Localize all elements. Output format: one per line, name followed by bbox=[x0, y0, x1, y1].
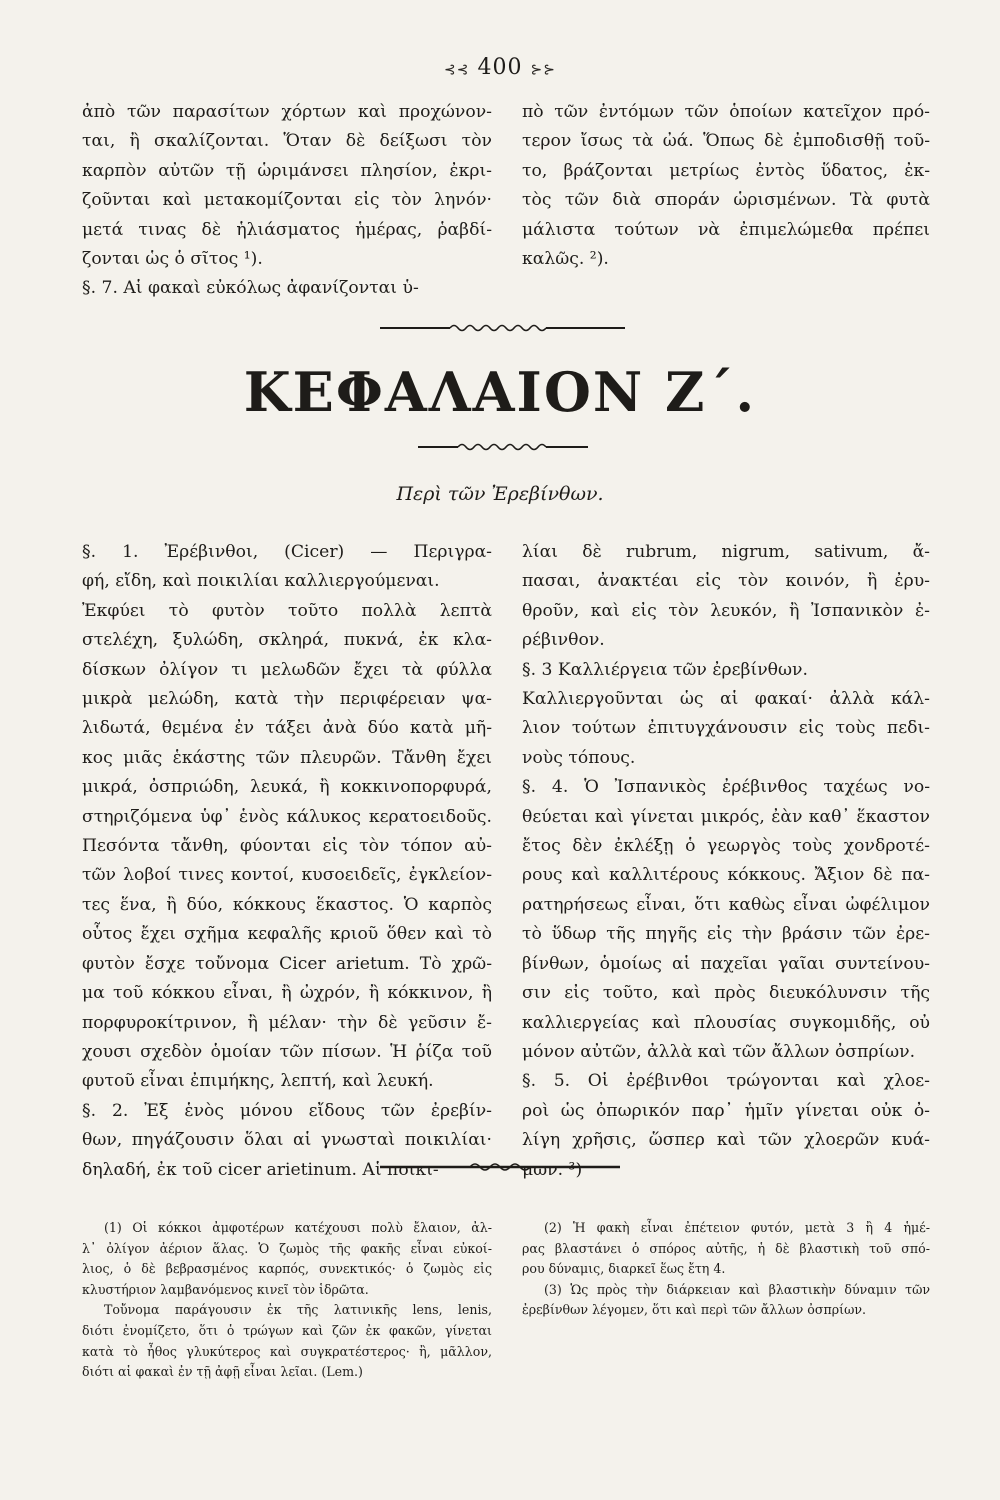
chapter-subtitle: Περὶ τῶν Ἐρεβίνθων. bbox=[396, 483, 604, 505]
notes-left-lines-line: κατὰ τὸ ἦθος γλυκύτερος καὶ συγκρατέστερος· ἢ, μᾶλλον, bbox=[82, 1343, 492, 1359]
chapter-rule-bottom bbox=[418, 440, 588, 454]
ornament-right: ⊱⊱ bbox=[530, 62, 556, 78]
page-number: 400 bbox=[477, 55, 523, 80]
notes-right-lines-line: ρου δύναμις, διαρκεῖ ἕως ἔτη 4. bbox=[522, 1261, 726, 1277]
low-right-lines-line: ἔτος δὲν ἐκλέξῃ ὁ γεωργὸς τοὺς χονδροτέ- bbox=[522, 836, 930, 857]
low-left-lines-line: φυτοῦ εἶναι ἐπιμήκης, λεπτή, καὶ λευκή. bbox=[82, 1071, 434, 1092]
low-right-lines-line: λίγη χρῆσις, ὥσπερ καὶ τῶν χλοερῶν κυά- bbox=[522, 1130, 930, 1151]
low-right-lines-line: τὸ ὕδωρ τῆς πηγῆς εἰς τὴν βράσιν τῶν ἐρε- bbox=[522, 924, 930, 945]
low-left-lines-line: Πεσόντα τἄνθη, φύονται εἰς τὸν τόπον αὐ- bbox=[82, 836, 492, 857]
top-left-lines-line: §. 7. Αἱ φακαὶ εὐκόλως ἀφανίζονται ὑ- bbox=[82, 278, 419, 299]
low-right-lines-line: καλλιεργείας καὶ πλουσίας συγκομιδῆς, οὐ bbox=[522, 1012, 930, 1033]
top-left-lines-line: ζοῦνται καὶ μετακομίζονται εἰς τὸν ληνόν· bbox=[82, 190, 492, 211]
low-right-lines-line: λιον τούτων ἐπιτυγχάνουσιν εἰς τοὺς πεδι- bbox=[522, 718, 930, 739]
low-right-lines-line: νοὺς τόπους. bbox=[522, 747, 636, 768]
low-right-lines-line: ροὶ ὡς ὀπωρικόν παρ᾽ ἡμῖν γίνεται οὐκ ὀ- bbox=[522, 1100, 930, 1121]
notes-left-lines-line: Τοὔνομα παράγουσιν ἐκ τῆς λατινικῆς lens, lenis, bbox=[104, 1302, 492, 1318]
notes-left-lines-line: διότι ἐνομίζετο, ὅτι ὁ τρώγων καὶ ζῶν ἐκ φακῶν, γίνεται bbox=[82, 1322, 492, 1338]
top-right-lines-line: το, βράζονται μετρίως ἐντὸς ὕδατος, ἐκ- bbox=[522, 160, 930, 181]
top-right-column bbox=[522, 98, 930, 274]
low-right-lines-line: §. 3 Καλλιέργεια τῶν ἐρεβίνθων. bbox=[522, 659, 808, 680]
notes-left-lines-line: (1) Οἱ κόκκοι ἀμφοτέρων κατέχουσι πολὺ ἔλαιον, ἀλ- bbox=[104, 1220, 492, 1235]
low-left-lines-line: θων, πηγάζουσιν ὅλαι αἱ γνωσταὶ ποικιλίαι· bbox=[82, 1130, 492, 1151]
low-left-lines-line: μικρά, ὀσπριώδη, λευκά, ἢ κοκκινοπορφυρά, bbox=[82, 777, 492, 798]
chapter-rule-top bbox=[380, 320, 625, 336]
page-number-header bbox=[0, 55, 1000, 80]
low-left-lines-line: μα τοῦ κόκκου εἶναι, ἢ ὠχρόν, ἢ κόκκινον, ἢ bbox=[82, 983, 492, 1004]
low-right-lines-line: ρατηρήσεως εἶναι, ὅτι καθὼς εἶναι ὠφέλιμον bbox=[522, 894, 930, 915]
notes-left-lines-line: λιος, ὁ δὲ βεβρασμένος καρπός, συνεκτικός· ὁ ζωμὸς εἰς bbox=[82, 1261, 492, 1277]
footnotes-left bbox=[82, 1218, 492, 1383]
low-left-lines-line: λιδωτά, θεμένα ἐν τάξει ἀνὰ δύο κατὰ μῆ- bbox=[82, 718, 492, 739]
top-right-lines-line: μάλιστα τούτων νὰ ἐπιμελώμεθα πρέπει bbox=[522, 219, 930, 240]
low-right-lines-line: μόνον αὐτῶν, ἀλλὰ καὶ τῶν ἄλλων ὀσπρίων. bbox=[522, 1041, 916, 1062]
notes-left-lines-line: κλυστήριον λαμβανόμενος κινεῖ τὸν ἱδρῶτα. bbox=[82, 1281, 369, 1297]
footnote-separator bbox=[380, 1160, 620, 1174]
notes-right-lines-line: ἐρεβίνθων λέγομεν, ὅτι καὶ περὶ τῶν ἄλλων ὀσπρίων. bbox=[522, 1302, 867, 1318]
low-left-lines-line: φυτὸν ἔσχε τοὔνομα Cicer arietum. Τὸ χρῶ- bbox=[82, 953, 492, 974]
notes-left-lines-line: διότι αἱ φακαὶ ἐν τῇ ἀφῇ εἶναι λεῖαι. (Lem.) bbox=[82, 1364, 363, 1380]
low-right-lines-line: λίαι δὲ rubrum, nigrum, sativum, ἄ- bbox=[522, 542, 930, 562]
chapter-title: ΚΕΦΑΛΑΙΟΝ Ζ΄. bbox=[243, 360, 757, 424]
notes-right-lines-line: (2) Ἡ φακὴ εἶναι ἐπέτειον φυτόν, μετὰ 3 ἢ 4 ἡμέ- bbox=[544, 1220, 930, 1235]
top-right-lines-line: τὸς τῶν διὰ σποράν ὡρισμένων. Τὰ φυτὰ bbox=[522, 190, 930, 211]
low-left-lines-line: πορφυροκίτρινον, ἢ μέλαν· τὴν δὲ γεῦσιν ἔ- bbox=[82, 1012, 492, 1033]
top-left-lines-line: μετά τινας δὲ ἡλιάσματος ἡμέρας, ῥαβδί- bbox=[82, 219, 492, 240]
notes-right-lines-line: (3) Ὡς πρὸς τὴν διάρκειαν καὶ βλαστικὴν δύναμιν τῶν bbox=[544, 1281, 930, 1297]
low-right-lines-line: §. 5. Οἱ ἐρέβινθοι τρώγονται καὶ χλοε- bbox=[522, 1071, 930, 1092]
top-left-lines-line: ἀπὸ τῶν παρασίτων χόρτων καὶ προχώνον- bbox=[82, 102, 492, 122]
low-right-lines-line: §. 4. Ὁ Ἰσπανικὸς ἐρέβινθος ταχέως νο- bbox=[522, 777, 930, 798]
low-left-lines-line: τες ἕνα, ἢ δύο, κόκκους ἕκαστος. Ὁ καρπὸς bbox=[82, 894, 492, 915]
low-right-lines-line: θεύεται καὶ γίνεται μικρός, ἐὰν καθ᾽ ἕκαστον bbox=[522, 806, 930, 827]
low-right-lines-line: βίνθων, ὁμοίως αἱ παχεῖαι γαῖαι συντείνου- bbox=[522, 953, 930, 974]
low-left-lines-line: Ἐκφύει τὸ φυτὸν τοῦτο πολλὰ λεπτὰ bbox=[82, 600, 492, 621]
low-left-lines-line: στηριζόμενα ὑφ᾽ ἑνὸς κάλυκος κερατοειδοῦς. bbox=[82, 806, 492, 827]
top-left-lines-line: καρπὸν αὐτῶν τῇ ὡριμάνσει πλησίον, ἐκρι- bbox=[82, 160, 492, 181]
low-right-lines-line: πασαι, ἀνακτέαι εἰς τὸν κοινόν, ἢ ἐρυ- bbox=[522, 571, 930, 592]
low-left-lines-line: τῶν λοβοί τινες κοντοί, κυσοειδεῖς, ἐγκλείον- bbox=[82, 865, 492, 886]
top-left-column bbox=[82, 98, 492, 304]
low-right-lines-line: θροῦν, καὶ εἰς τὸν λευκόν, ἢ Ἰσπανικὸν ἐ- bbox=[522, 600, 930, 621]
low-left-lines-line: χουσι σχεδὸν ὁμοίαν τῶν πίσων. Ἡ ῥίζα τοῦ bbox=[82, 1041, 492, 1062]
low-left-lines-line: §. 1. Ἐρέβινθοι, (Cicer) — Περιγρα- bbox=[82, 542, 492, 562]
low-right-lines-line: σιν εἰς τοῦτο, καὶ πρὸς διευκόλυνσιν τῆς bbox=[522, 983, 930, 1004]
notes-left-lines-line: λ᾽ ὀλίγον ἀέριον ἅλας. Ὁ ζωμὸς τῆς φακῆς εἶναι εὐκοί- bbox=[82, 1240, 492, 1256]
low-left-lines-line: οὗτος ἔχει σχῆμα κεφαλῆς κριοῦ ὅθεν καὶ τὸ bbox=[82, 924, 492, 945]
notes-right-lines-line: ρας βλαστάνει ὁ σπόρος αὐτῆς, ἡ δὲ βλαστικὴ τοῦ σπό- bbox=[522, 1240, 930, 1256]
top-right-lines-line: τερον ἴσως τὰ ὠά. Ὅπως δὲ ἐμποδισθῇ τοῦ- bbox=[522, 131, 930, 152]
low-left-lines-line: φή, εἴδη, καὶ ποικιλίαι καλλιεργούμεναι. bbox=[82, 571, 440, 592]
top-right-lines-line: πὸ τῶν ἐντόμων τῶν ὁποίων κατεῖχον πρό- bbox=[522, 102, 930, 122]
low-left-lines-line: §. 2. Ἐξ ἑνὸς μόνου εἴδους τῶν ἐρεβίν- bbox=[82, 1100, 492, 1121]
low-left-lines-line: δίσκων ὀλίγον τι μελωδῶν ἔχει τὰ φύλλα bbox=[82, 659, 492, 680]
low-left-lines-line: κος μιᾶς ἑκάστης τῶν πλευρῶν. Τἄνθη ἔχει bbox=[82, 747, 492, 768]
low-right-lines-line: ρους καὶ καλλιτέρους κόκκους. Ἄξιον δὲ πα- bbox=[522, 865, 930, 886]
low-right-lines-line: Καλλιεργοῦνται ὡς αἱ φακαί· ἀλλὰ κάλ- bbox=[522, 689, 930, 710]
low-right-lines-line: μων. ³) bbox=[522, 1159, 583, 1180]
top-right-lines-line: καλῶς. ²). bbox=[522, 249, 609, 270]
top-left-lines-line: ζονται ὡς ὁ σῖτος ¹). bbox=[82, 249, 263, 270]
footnotes-right bbox=[522, 1218, 930, 1321]
top-left-lines-line: ται, ἢ σκαλίζονται. Ὅταν δὲ δείξωσι τὸν bbox=[82, 131, 492, 152]
low-left-lines-line: δηλαδή, ἐκ τοῦ cicer arietinum. Αἱ ποικι- bbox=[82, 1159, 439, 1180]
ornament-left: ⊰⊰ bbox=[444, 62, 470, 78]
body-right-column bbox=[522, 538, 930, 1185]
low-left-lines-line: στελέχη, ξυλώδη, σκληρά, πυκνά, ἐκ κλα- bbox=[82, 630, 492, 651]
low-right-lines-line: ρέβινθον. bbox=[522, 630, 605, 651]
body-left-column bbox=[82, 538, 492, 1185]
low-left-lines-line: μικρὰ μελώδη, κατὰ τὴν περιφέρειαν ψα- bbox=[82, 689, 492, 710]
